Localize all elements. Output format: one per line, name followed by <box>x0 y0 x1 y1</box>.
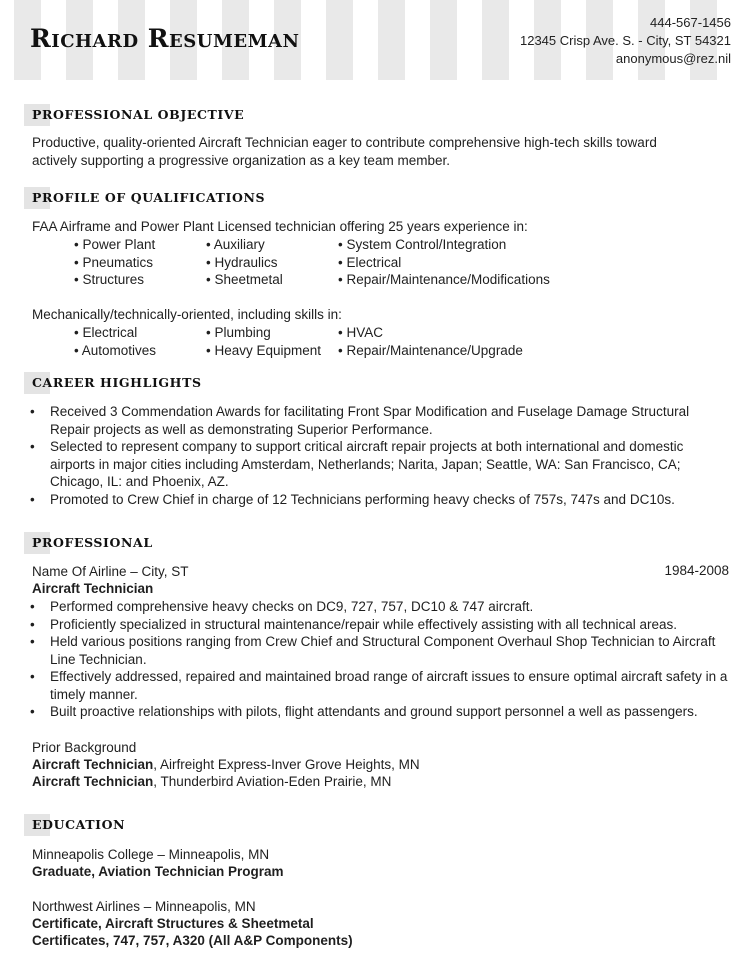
section-title: PROFESSIONAL <box>32 535 153 550</box>
school: Northwest Airlines – Minneapolis, MN <box>32 899 256 914</box>
list-item: • Selected to represent company to support critical aircraft repair projects at both international and domestic airports in major cities including Amsterdam, Netherlands; Narita, Japan; Seattle, WA: San Francisco, CA; Chicago, IL: and Phoenix, AZ. <box>30 438 730 491</box>
list-item: • Held various positions ranging from Crew Chief and Structural Component Overhaul Shop Technician to Aircraft Line Technician. <box>30 633 730 668</box>
employer: Name Of Airline – City, ST <box>32 564 189 579</box>
email: anonymous@rez.nil <box>615 51 731 66</box>
section-professional-heading <box>24 532 724 554</box>
skill-item: • Hydraulics <box>206 254 278 270</box>
section-objective-heading <box>24 104 724 126</box>
qualifications-intro: Mechanically/technically-oriented, including skills in: <box>32 307 342 322</box>
program: Graduate, Aviation Technician Program <box>32 864 284 879</box>
school: Minneapolis College – Minneapolis, MN <box>32 847 270 862</box>
skill-item: • Electrical <box>74 325 138 340</box>
job-title: Aircraft Technician <box>32 581 154 596</box>
prior-role-detail: , Airfreight Express-Inver Grove Heights, MN <box>153 757 420 772</box>
skill-item: • HVAC <box>338 325 383 340</box>
list-item: • Promoted to Crew Chief in charge of 12 Technicians performing heavy checks of 757s, 747s and DC10s. <box>30 491 730 509</box>
section-education-heading <box>24 814 724 836</box>
candidate-name: Richard Resumeman <box>30 24 300 53</box>
section-title: EDUCATION <box>32 817 126 832</box>
objective-text <box>32 134 722 169</box>
prior-role-title: Aircraft Technician <box>32 774 154 789</box>
prior-role-title: Aircraft Technician <box>32 757 154 772</box>
objective-line: actively supporting a progressive organization as a key team member. <box>32 152 450 168</box>
list-item: • Received 3 Commendation Awards for facilitating Front Spar Modification and Fuselage Damage Structural Repair projects as well as demonstrating Superior Performance. <box>30 403 730 438</box>
employment-dates: 1984-2008 <box>664 563 729 578</box>
skills-grid-2 <box>74 324 594 360</box>
certificate: Certificate, Aircraft Structures & Sheetmetal <box>32 916 314 931</box>
list-item: • Effectively addressed, repaired and maintained broad range of aircraft issues to ensure optimal aircraft safety in a timely manner. <box>30 668 730 703</box>
prior-role <box>32 773 391 791</box>
skill-item: • Heavy Equipment <box>206 342 322 358</box>
section-title: PROFILE OF QUALIFICATIONS <box>32 190 266 205</box>
list-item: • Performed comprehensive heavy checks on DC9, 727, 757, DC10 & 747 aircraft. <box>30 598 730 616</box>
list-item: • Built proactive relationships with pilots, flight attendants and ground support personnel a well as passengers. <box>30 703 730 721</box>
skill-item: • Repair/Maintenance/Upgrade <box>338 342 523 358</box>
section-highlights-heading <box>24 372 724 394</box>
skill-item: • Electrical <box>338 254 402 270</box>
section-title: CAREER HIGHLIGHTS <box>32 375 202 390</box>
section-title: PROFESSIONAL OBJECTIVE <box>32 107 245 122</box>
skill-item: • Power Plant <box>74 237 156 252</box>
prior-role-detail: , Thunderbird Aviation-Eden Prairie, MN <box>153 774 392 789</box>
skill-item: • Plumbing <box>206 325 271 340</box>
objective-line: Productive, quality-oriented Aircraft Technician eager to contribute comprehensive high-tech skills toward <box>32 135 657 150</box>
skill-item: • Sheetmetal <box>206 272 283 287</box>
section-qualifications-heading <box>24 187 724 209</box>
highlights-list <box>30 403 730 508</box>
skills-grid-1 <box>74 236 594 290</box>
skill-item: • Auxiliary <box>206 237 265 252</box>
skill-item: • Structures <box>74 272 144 287</box>
qualifications-intro: FAA Airframe and Power Plant Licensed technician offering 25 years experience in: <box>32 219 528 234</box>
skill-item: • Automotives <box>74 342 157 358</box>
professional-duties-list <box>30 598 730 721</box>
list-item: • Proficiently specialized in structural maintenance/repair while effectively assisting with all technical areas. <box>30 616 730 634</box>
prior-background-label: Prior Background <box>32 740 137 755</box>
address: 12345 Crisp Ave. S. - City, ST 54321 <box>519 33 731 48</box>
skill-item: • Pneumatics <box>74 254 154 270</box>
contact-block <box>520 14 731 68</box>
phone: 444-567-1456 <box>650 15 731 30</box>
skill-item: • System Control/Integration <box>338 237 507 252</box>
prior-role <box>32 756 420 774</box>
certificate: Certificates, 747, 757, A320 (All A&P Components) <box>32 933 353 948</box>
skill-item: • Repair/Maintenance/Modifications <box>338 272 550 287</box>
